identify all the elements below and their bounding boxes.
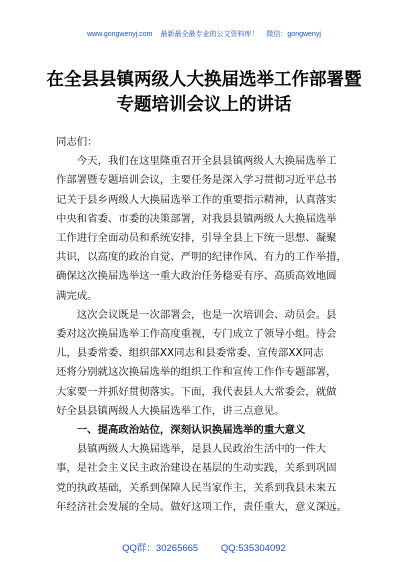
text-line: 年经济社会发展的全局。做好这项工作，责任重大，意义深远。 [56,500,347,513]
title-line: 专题培训会议上的讲话 [116,95,292,115]
title-line: 在全县县镇两级人大换届选举工作部署暨 [46,70,362,90]
paragraph-3 [56,440,356,517]
paragraph-1 [56,152,356,306]
page-header [0,30,408,40]
header-slogan: 最新最全最专业的公文资料库！ [160,31,259,38]
document-body [56,133,356,517]
text-line: 这次会议既是一次部署会，也是一次培训会、动员会。县 [76,308,337,321]
section-heading: 一、提高政治站位，深刻认识换届选举的重大意义 [76,424,306,437]
text-line: 还将分别就这次换届选举的组织工作和宣传工作作专题部署， [56,366,337,379]
header-wechat: 微信：gongwenyj [266,31,321,38]
text-line: 今天，我们在这里隆重召开全县县镇两级人大换届选举工 [76,155,337,168]
document-title [30,68,378,118]
text-line: 满完成。 [56,289,98,302]
text-line: 中央和省委、市委的决策部署，对我县县镇两级人大换届选举 [56,212,337,225]
header-site-link[interactable]: www.gongwenyj.com [87,31,153,38]
footer-qq-group: QQ群：30265665 [122,543,199,554]
text-line: 委对这次换届选举工作高度重视，专门成立了领导小组。待会 [56,328,337,341]
text-line: 好全县县镇两级人大换届选举工作，讲三点意见。 [56,404,285,417]
text-line: 大家要一并抓好贯彻落实。下面，我代表县人大常委会，就做 [56,385,337,398]
text-line: 县镇两级人大换届选举，是县人民政治生活中的一件大 [76,443,327,456]
text-line: 确保这次换届选举这一重大政治任务稳妥有序、高质高效地圆 [56,270,337,283]
paragraph-2 [56,306,356,421]
text-line: 记关于县乡两级人大换届选举工作的重要指示精神，认真落实 [56,193,337,206]
text-line: 共识，以高度的政治自觉、严明的纪律作风、有力的工作举措， [56,251,347,264]
text-line: 作部署暨专题培训会议，主要任务是深入学习贯彻习近平总书 [56,174,337,187]
salutation: 同志们： [56,136,98,148]
text-line: 儿，县委常委、组织部XX同志和县委常委、宣传部XX同志 [56,347,324,360]
text-line: 事，是社会主义民主政治建设在基层的生动实践，关系到巩固 [56,462,337,475]
text-line: 党的执政基础，关系到保障人民当家作主，关系到我县未来五 [56,481,337,494]
page-footer [0,543,408,555]
text-line: 工作进行全面动员和系统安排，引导全县上下统一思想、凝聚 [56,232,337,245]
footer-qq: QQ:535304092 [220,543,286,554]
